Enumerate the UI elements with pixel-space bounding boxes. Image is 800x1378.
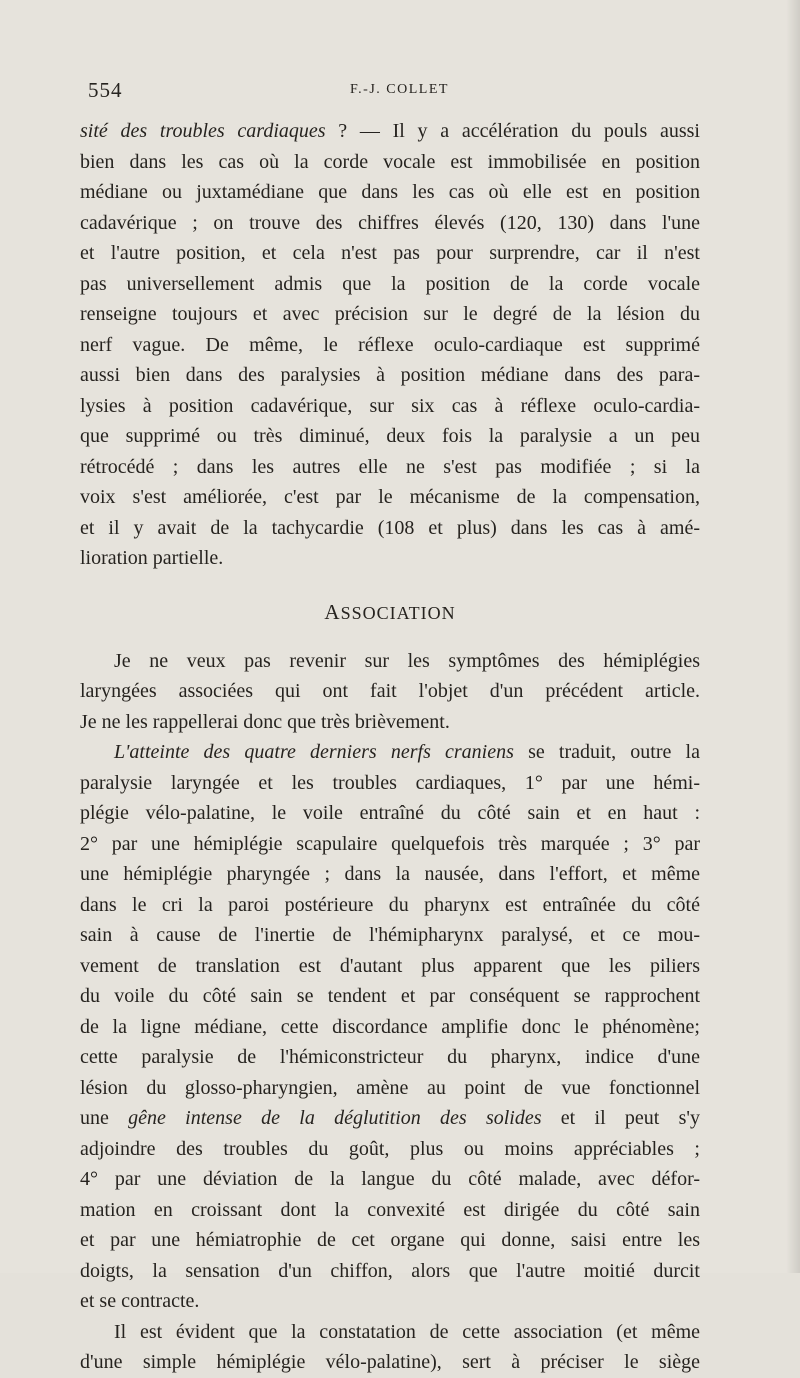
text-line: mation en croissant dont la convexité est dirigée du côté sain	[80, 1198, 700, 1221]
text-line: cadavérique ; on trouve des chiffres élevés (120, 130) dans l'une	[80, 211, 700, 234]
text-line: une gêne intense de la déglutition des solides et il peut s'y	[80, 1107, 700, 1129]
text-line: voix s'est améliorée, c'est par le mécanisme de la compensation,	[80, 486, 700, 508]
text-line: du voile du côté sain se tendent et par conséquent se rapprochent	[80, 985, 700, 1007]
text-line: bien dans les cas où la corde vocale est immobilisée en position	[80, 150, 700, 173]
section-heading: ASSOCIATION	[324, 599, 456, 624]
text-line: rétrocédé ; dans les autres elle ne s'est pas modifiée ; si la	[80, 455, 700, 478]
text-line: Il est évident que la constatation de cette association (et même	[114, 1320, 700, 1343]
text-line: médiane ou juxtamédiane que dans les cas où elle est en position	[80, 181, 700, 203]
italic-phrase: L'atteinte des quatre derniers nerfs craniens	[114, 741, 514, 763]
text-line: de la ligne médiane, cette discordance amplifie donc le phénomène;	[80, 1015, 700, 1038]
text-line: doigts, la sensation d'un chiffon, alors que l'autre moitié durcit	[80, 1259, 700, 1282]
text-line: laryngées associées qui ont fait l'objet d'un précédent article.	[80, 680, 700, 702]
text-line: Je ne les rappellerai donc que très brièvement.	[80, 710, 450, 733]
page-header	[88, 78, 700, 108]
text-line: et l'autre position, et cela n'est pas pour surprendre, car il n'est	[80, 242, 700, 264]
text-line: d'une simple hémiplégie vélo-palatine), sert à préciser le siège	[80, 1351, 700, 1373]
text-line: L'atteinte des quatre derniers nerfs craniens se traduit, outre la	[114, 741, 700, 763]
text-line: sité des troubles cardiaques ? — Il y a accélération du pouls aussi	[80, 120, 700, 142]
text-line: cette paralysie de l'hémiconstricteur du pharynx, indice d'une	[80, 1046, 700, 1068]
text-line: et il y avait de la tachycardie (108 et plus) dans les cas à amé-	[80, 516, 700, 539]
text-line: une hémiplégie pharyngée ; dans la nausée, dans l'effort, et même	[80, 863, 700, 885]
body-text	[80, 116, 700, 1378]
text-line: dans le cri la paroi postérieure du pharynx est entraînée du côté	[80, 893, 700, 916]
running-head: F.-J. COLLET	[350, 82, 449, 97]
text-line: lysies à position cadavérique, sur six cas à réflexe oculo-cardia-	[80, 394, 700, 417]
text-line: plégie vélo-palatine, le voile entraîné du côté sain et en haut :	[80, 802, 700, 824]
text-line: et par une hémiatrophie de cet organe qui donne, saisi entre les	[80, 1229, 700, 1251]
text-line: vement de translation est d'autant plus apparent que les piliers	[80, 954, 700, 977]
text-line: renseigne toujours et avec précision sur le degré de la lésion du	[80, 303, 700, 325]
text-line: et se contracte.	[80, 1290, 200, 1312]
italic-phrase: gêne intense de la déglutition des solides	[128, 1107, 542, 1129]
text-line: aussi bien dans des paralysies à position médiane dans des para-	[80, 364, 700, 386]
text-line: 4° par une déviation de la langue du côté malade, avec défor-	[80, 1168, 700, 1190]
text-line: que supprimé ou très diminué, deux fois la paralysie a un peu	[80, 425, 700, 447]
text-line: 2° par une hémiplégie scapulaire quelquefois très marquée ; 3° par	[80, 832, 700, 855]
text-line: paralysie laryngée et les troubles cardiaques, 1° par une hémi-	[80, 771, 700, 794]
page-number: 554	[88, 78, 123, 102]
text-line: Je ne veux pas revenir sur les symptômes des hémiplégies	[114, 649, 700, 672]
text-line: pas universellement admis que la position de la corde vocale	[80, 272, 700, 295]
text-line: adjoindre des troubles du goût, plus ou moins appréciables ;	[80, 1137, 700, 1160]
text-line: lésion du glosso-pharyngien, amène au point de vue fonctionnel	[80, 1076, 700, 1099]
text-line: sain à cause de l'inertie de l'hémipharynx paralysé, et ce mou-	[80, 924, 700, 946]
text-line: nerf vague. De même, le réflexe oculo-cardiaque est supprimé	[80, 333, 700, 356]
text-line: lioration partielle.	[80, 547, 224, 569]
italic-phrase: sité des troubles cardiaques	[80, 120, 326, 142]
